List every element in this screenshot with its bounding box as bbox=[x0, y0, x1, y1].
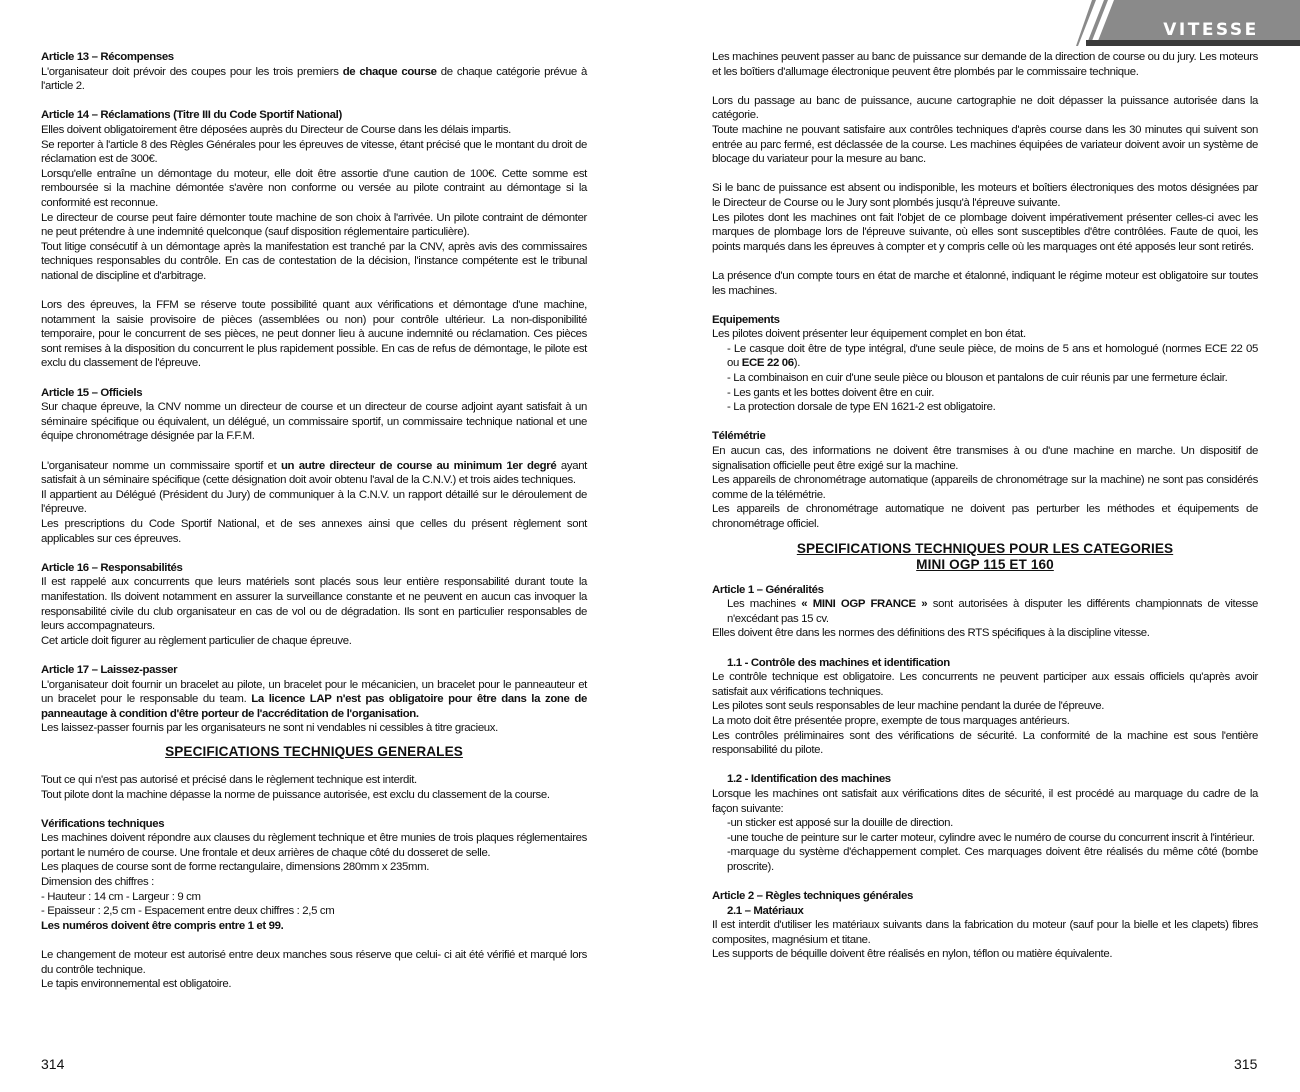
banc-p5: Les pilotes dont les machines ont fait l'objet de ce plombage doivent impérativement présenter celles-ci avec les marques de plombage lors de l'épreuve suivante, où elles sont susceptibles d'être contrôlées. Faute de quoi, les points marqués dans les épreuves à compter et y compris celle où les marquages ont été apposés leur sont retirés. bbox=[712, 211, 1258, 253]
verifications-p2: Les plaques de course sont de forme rectangulaire, dimensions 280mm x 235mm. bbox=[41, 861, 430, 874]
section-1-2-p1: Lorsque les machines ont satisfait aux vérifications dites de sécurité, il est procédé au marquage du cadre de la façon suivante: bbox=[712, 787, 1258, 815]
article-16-p2: Cet article doit figurer au règlement particulier de chaque épreuve. bbox=[41, 634, 352, 647]
article-13-text: L'organisateur doit prévoir des coupes pour les trois premiers de chaque course de chaque catégorie prévue à l'article 2. bbox=[41, 65, 587, 93]
article-15-p2: L'organisateur nomme un commissaire sportif et un autre directeur de course au minimum 1er degré ayant satisfait à un séminaire spécifique (cette désignation doit avoir obtenu l'aval de la C.N.V.) et trois aides techniques. bbox=[41, 459, 587, 487]
article-14-p3: Lorsqu'elle entraîne un démontage du moteur, elle doit être assortie d'une caution de 100€. Cette somme est remboursée si la machine démontée s'avère non conforme ou versée au pilote contraint au démontage si la conformité est reconnue. bbox=[41, 167, 587, 209]
verifications-heading: Vérifications techniques bbox=[41, 817, 165, 830]
spec-generales-p2: Tout pilote dont la machine dépasse la norme de puissance autorisée, est exclu du classement de la course. bbox=[41, 788, 550, 801]
article-14-p2: Se reporter à l'article 8 des Règles Générales pour les épreuves de vitesse, étant précisé que le montant du droit de réclamation est de 300€. bbox=[41, 138, 587, 166]
section-title: VITESSE bbox=[1163, 20, 1259, 40]
section-2-1-p1: Il est interdit d'utiliser les matériaux suivants dans la fabrication du moteur (sauf pour la bielle et les clapets) fibres composites, magnésium et titane. bbox=[712, 919, 1258, 946]
article-15-p3: Il appartient au Délégué (Président du Jury) de communiquer à la C.N.V. un rapport détaillé sur le déroulement de l'épreuve. bbox=[41, 488, 587, 516]
equipements-item-3: - Les gants et les bottes doivent être en cuir. bbox=[727, 386, 935, 399]
section-1-1-p4: Les contrôles préliminaires sont des vérifications de sécurité. La conformité de la machine est sous l'entière responsabilité du pilote. bbox=[712, 729, 1258, 757]
telemetrie-p1: En aucun cas, des informations ne doivent être transmises à ou d'une machine en marche. Un dispositif de signalisation officielle peut être exigé sur la machine. bbox=[712, 445, 1258, 472]
spec-generales-p1: Tout ce qui n'est pas autorisé et précisé dans le règlement technique est interdit. bbox=[41, 773, 417, 786]
banc-p1: Les machines peuvent passer au banc de puissance sur demande de la direction de course ou du jury. Les moteurs et les boîtiers d'allumage électronique peuvent être plombés par le commissaire technique. bbox=[712, 51, 1258, 78]
article-1-p1: Les machines « MINI OGP FRANCE » sont autorisées à disputer les différents championnats de vitesse n'excédant pas 15 cv. bbox=[727, 598, 1259, 625]
section-1-2-item-2: -une touche de peinture sur le carter moteur, cylindre avec le numéro de course du concurrent inscrit à l'intérieur. bbox=[727, 831, 1255, 844]
right-page bbox=[712, 50, 1258, 962]
article-1-heading: Article 1 – Généralités bbox=[712, 583, 824, 596]
section-1-1-heading: 1.1 - Contrôle des machines et identification bbox=[727, 656, 950, 669]
banc-p2: Lors du passage au banc de puissance, aucune cartographie ne doit dépasser la puissance autorisée dans la catégorie. bbox=[712, 94, 1258, 122]
article-1-p2: Elles doivent être dans les normes des définitions des RTS spécifiques à la discipline vitesse. bbox=[712, 627, 1150, 640]
article-2-heading: Article 2 – Règles techniques générales bbox=[712, 890, 913, 903]
banc-p3: Toute machine ne pouvant satisfaire aux contrôles techniques d'après course dans les 30 minutes qui suivent son entrée au parc fermé, est déclassée de la course. Les machines équipées de variateur doivent avoir un système de blocage du variateur pour la mesure au banc. bbox=[712, 123, 1258, 166]
section-1-2-item-1: -un sticker est apposé sur la douille de direction. bbox=[727, 817, 953, 830]
section-1-2-item-3: -marquage du système d'échappement complet. Ces marquages doivent être réalisés du même côté (bombe proscrite). bbox=[727, 846, 1258, 873]
article-15-p4: Les prescriptions du Code Sportif National, et de ses annexes ainsi que celles du présent règlement sont applicables sur ces épreuves. bbox=[41, 518, 587, 545]
page-number-left: 314 bbox=[41, 1056, 65, 1072]
section-banner bbox=[1070, 0, 1300, 46]
article-14-p5: Tout litige consécutif à un démontage après la manifestation est tranché par la CNV, après avis des commissaires techniques responsables du contrôle. En cas de contestation de la décision, l'instance compétente est le tribunal national de discipline et d'arbitrage. bbox=[41, 240, 587, 282]
equipements-heading: Equipements bbox=[712, 313, 780, 326]
section-2-1-p2: Les supports de béquille doivent être réalisés en nylon, téflon ou matière équivalente. bbox=[712, 948, 1113, 961]
article-17-p2: Les laissez-passer fournis par les organisateurs ne sont ni vendables ni cessibles à titre gracieux. bbox=[41, 722, 498, 735]
article-15-heading: Article 15 – Officiels bbox=[41, 386, 143, 399]
section-2-1-heading: 2.1 – Matériaux bbox=[727, 904, 804, 917]
article-14-p1: Elles doivent obligatoirement être déposées auprès du Directeur de Course dans les délais impartis. bbox=[41, 123, 511, 136]
section-1-1-p3: La moto doit être présentée propre, exempte de tous marquages antérieurs. bbox=[712, 714, 1070, 727]
telemetrie-heading: Télémétrie bbox=[712, 430, 766, 443]
article-16-heading: Article 16 – Responsabilités bbox=[41, 561, 183, 574]
article-17-heading: Article 17 – Laissez-passer bbox=[41, 663, 178, 676]
telemetrie-p2: Les appareils de chronométrage automatique (appareils de chronométrage sur la machine) ne sont pas considérés comme de la télémétrie. bbox=[712, 474, 1258, 501]
article-14-heading: Article 14 – Réclamations (Titre III du Code Sportif National) bbox=[41, 109, 342, 122]
article-13-heading: Article 13 – Récompenses bbox=[41, 51, 174, 63]
banc-p4: Si le banc de puissance est absent ou indisponible, les moteurs et boîtiers électroniques des motos désignées par le Directeur de Course ou le Jury sont plombés jusqu'à l'épreuve suivante. bbox=[712, 182, 1258, 209]
article-16-p1: Il est rappelé aux concurrents que leurs matériels sont placés sous leur entière responsabilité durant toute la manifestation. Ils doivent notamment en assurer la surveillance constante et ne peuvent en aucun cas invoquer la responsabilité civile du club organisateur en cas de vol ou de dégradation. Ils sont en particulier responsables de leurs accompagnateurs. bbox=[41, 576, 587, 633]
spec-mini-title-line2: MINI OGP 115 ET 160 bbox=[916, 556, 1054, 572]
section-1-2-heading: 1.2 - Identification des machines bbox=[727, 773, 891, 786]
spec-generales-title: SPECIFICATIONS TECHNIQUES GENERALES bbox=[165, 743, 463, 759]
article-14-p4: Le directeur de course peut faire démonter toute machine de son choix à l'arrivée. Un pilote contraint de démonter ne peut prétendre à une indemnité quelconque (sauf disposition réglementaire particulière). bbox=[41, 211, 587, 239]
article-17-p1: L'organisateur doit fournir un bracelet au pilote, un bracelet pour le mécanicien, un bracelet pour le panneauteur et un bracelet pour le responsable du team. La licence LAP n'est pas obligatoire pour être dans la zone de panneautage à condition d'être porteur de l'accréditation de l'organisation. bbox=[41, 678, 587, 720]
equipements-item-4: - La protection dorsale de type EN 1621-2 est obligatoire. bbox=[727, 401, 996, 414]
section-1-1-p2: Les pilotes sont seuls responsables de leur machine pendant la durée de l'épreuve. bbox=[712, 700, 1105, 713]
verifications-p7: Le changement de moteur est autorisé entre deux manches sous réserve que celui- ci ait été vérifié et marqué lors du contrôle technique. bbox=[41, 949, 587, 976]
section-1-1-p1: Le contrôle technique est obligatoire. Les concurrents ne peuvent participer aux essais officiels qu'après avoir satisfait aux vérifications techniques. bbox=[712, 671, 1258, 698]
verifications-p5: - Epaisseur : 2,5 cm - Espacement entre deux chiffres : 2,5 cm bbox=[41, 905, 335, 918]
equipements-p1: Les pilotes doivent présenter leur équipement complet en bon état. bbox=[712, 328, 1026, 341]
article-15-p1: Sur chaque épreuve, la CNV nomme un directeur de course et un directeur de course adjoint ayant satisfait à un séminaire spécifique ou équivalent, un délégué, un commissaire sportif, un commissaire technique national et une équipe chronométrage désignée par la F.F.M. bbox=[41, 401, 587, 443]
banc-p6: La présence d'un compte tours en état de marche et étalonné, indiquant le régime moteur est obligatoire sur toutes les machines. bbox=[712, 269, 1258, 297]
equipements-item-2: - La combinaison en cuir d'une seule pièce ou blouson et pantalons de cuir réunis par une fermeture éclair. bbox=[727, 372, 1228, 385]
article-14-p6: Lors des épreuves, la FFM se réserve toute possibilité quant aux vérifications et démontage d'une machine, notamment la saisie provisoire de pièces (assemblées ou non) pour contrôle ultérieur. La non-disponibilité temporaire, pour le concurrent de ses pièces, ne peut donner lieu à aucune indemnité ou réclamation. Ces pièces sont remises à la disposition du concurrent le plus rapidement possible. En cas de refus de démontage, le pilote est exclu du classement de l'épreuve. bbox=[41, 299, 587, 370]
verifications-p4: - Hauteur : 14 cm - Largeur : 9 cm bbox=[41, 890, 201, 903]
verifications-p1: Les machines doivent répondre aux clauses du règlement technique et être munies de trois plaques réglementaires portant le numéro de course. Une frontale et deux arrières de chaque côté du dosseret de selle. bbox=[41, 832, 587, 859]
spec-mini-title-line1: SPECIFICATIONS TECHNIQUES POUR LES CATEGORIES bbox=[796, 540, 1174, 556]
verifications-p6: Les numéros doivent être compris entre 1 et 99. bbox=[41, 919, 284, 932]
equipements-item-1: - Le casque doit être de type intégral, d'une seule pièce, de moins de 5 ans et homologué (normes ECE 22 05 ou ECE 22 06). bbox=[727, 342, 1258, 370]
left-page bbox=[41, 50, 587, 992]
telemetrie-p3: Les appareils de chronométrage automatique ne doivent pas perturber les méthodes et équipements de chronométrage officiel. bbox=[712, 503, 1258, 530]
verifications-p8: Le tapis environnemental est obligatoire. bbox=[41, 978, 232, 991]
verifications-p3: Dimension des chiffres : bbox=[41, 876, 154, 889]
page-number-right: 315 bbox=[1234, 1056, 1258, 1072]
